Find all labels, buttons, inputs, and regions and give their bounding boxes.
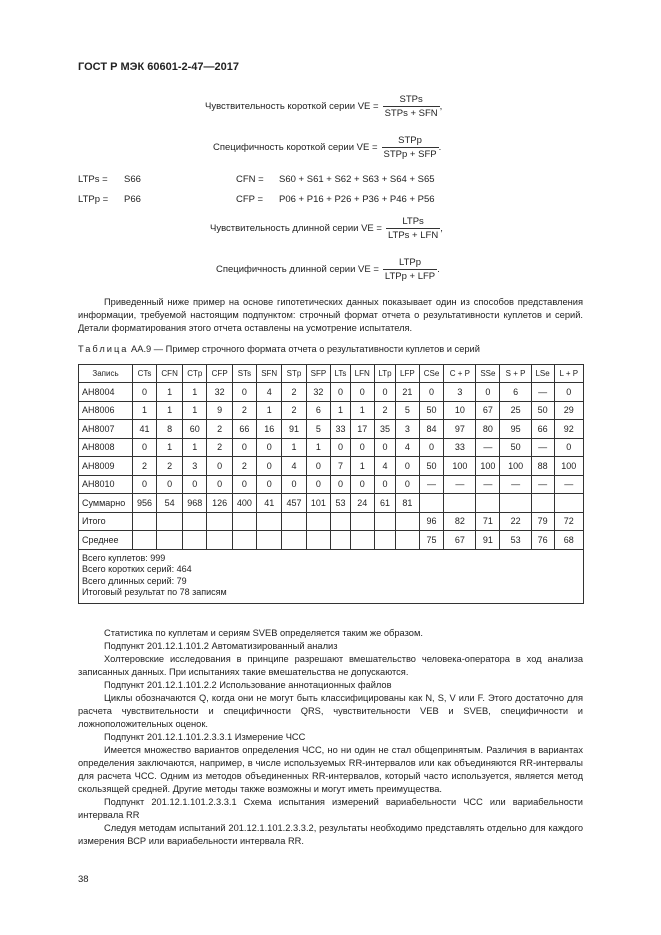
table-cell: 50 — [500, 438, 531, 457]
table-cell: 22 — [500, 512, 531, 531]
table-cell: 0 — [256, 475, 282, 494]
table-cell: 0 — [350, 475, 374, 494]
table-cell: 2 — [207, 438, 233, 457]
table-cell: 1 — [183, 438, 207, 457]
punct: . — [438, 142, 442, 153]
column-header: S + P — [500, 365, 531, 383]
def-ltps-label: LTPs = — [78, 174, 108, 185]
subclause-heading: Подпункт 201.12.1.101.2 Автоматизированный анализ — [104, 641, 338, 651]
table-cell: 0 — [232, 383, 256, 402]
table-cell — [444, 494, 476, 513]
table-cell: 0 — [374, 438, 395, 457]
table-cell: 1 — [157, 383, 183, 402]
def-ltps-value: S66 — [124, 174, 141, 185]
table-cell: 0 — [157, 475, 183, 494]
table-cell — [396, 512, 420, 531]
table-cell: 2 — [232, 401, 256, 420]
table-cell — [500, 494, 531, 513]
def-ltpp-label: LTPp = — [78, 194, 109, 205]
table-cell: 84 — [419, 420, 444, 439]
table-cell: 32 — [207, 383, 233, 402]
table-cell — [350, 531, 374, 550]
table-cell: 2 — [157, 457, 183, 476]
table-cell: 32 — [306, 383, 331, 402]
table-cell: — — [476, 438, 500, 457]
column-header: STp — [282, 365, 306, 383]
footer-line: Всего куплетов: 999 — [82, 552, 166, 563]
formula-label: Специфичность короткой серии VE = — [213, 142, 378, 153]
table-cell: 17 — [350, 420, 374, 439]
table-cell: 50 — [419, 401, 444, 420]
paragraph: Статистика по куплетам и сериям SVEB определяется таким же образом. — [104, 628, 423, 638]
table-cell: 0 — [374, 475, 395, 494]
column-header: L + P — [554, 365, 583, 383]
caption-text: АА.9 — Пример строчного формата отчета о результативности куплетов и серий — [131, 344, 480, 354]
table-cell: 0 — [419, 438, 444, 457]
table-cell: 0 — [232, 438, 256, 457]
column-header: SSe — [476, 365, 500, 383]
table-cell: 80 — [476, 420, 500, 439]
table-cell: 0 — [207, 475, 233, 494]
table-cell: 95 — [500, 420, 531, 439]
table-header-row — [79, 365, 584, 383]
table-cell — [374, 512, 395, 531]
denominator: STPp + SFP — [383, 149, 437, 160]
subclause-heading: Подпункт 201.12.1.101.2.3.3.1 Схема испытания измерений вариабельности ЧСС или вариабельности интервала RR — [78, 797, 583, 820]
table-cell: 41 — [133, 420, 157, 439]
table-cell — [282, 531, 306, 550]
column-header: SFN — [256, 365, 282, 383]
table-cell — [476, 494, 500, 513]
intro-text: Приведенный ниже пример на основе гипотетических данных показывает один из способов представления информации, требуемой настоящим подпунктом: строчный формат отчета о результативности куплетов и серий. Детали форматирования этого отчета оставлены на усмотрение испытателя. — [78, 297, 583, 333]
table-cell: 1 — [157, 401, 183, 420]
table-cell: 6 — [500, 383, 531, 402]
table-cell: 66 — [531, 420, 554, 439]
table-cell: 67 — [476, 401, 500, 420]
footer-line: Всего длинных серий: 79 — [82, 575, 187, 586]
table-cell: 97 — [444, 420, 476, 439]
table-cell: 82 — [444, 512, 476, 531]
table-cell: 0 — [374, 383, 395, 402]
table-cell — [256, 512, 282, 531]
column-header: LSe — [531, 365, 554, 383]
table-cell — [157, 531, 183, 550]
table-cell: 2 — [282, 383, 306, 402]
table-cell: 21 — [396, 383, 420, 402]
table-cell — [183, 531, 207, 550]
table-cell — [419, 494, 444, 513]
table-cell: 96 — [419, 512, 444, 531]
row-label: AH8008 — [79, 438, 133, 457]
subclause-heading: Подпункт 201.12.1.101.2.2 Использование аннотационных файлов — [104, 680, 392, 690]
table-cell: 53 — [500, 531, 531, 550]
table-row — [79, 457, 584, 476]
column-header: LTs — [331, 365, 350, 383]
row-label: Итого — [79, 512, 133, 531]
table-cell: 0 — [331, 383, 350, 402]
table-cell: — — [476, 475, 500, 494]
formula-label: Специфичность длинной серии VE = — [216, 264, 379, 275]
table-cell: 60 — [183, 420, 207, 439]
subclause-heading: Подпункт 201.12.1.101.2.3.3.1 Измерение ЧСС — [104, 732, 306, 742]
formula-long-sensitivity — [210, 216, 443, 241]
row-label: AH8004 — [79, 383, 133, 402]
table-cell: 0 — [331, 475, 350, 494]
intro-paragraph — [78, 296, 583, 335]
def-cfn-label: CFN = — [236, 174, 264, 185]
table-row — [79, 531, 584, 550]
table-cell: 8 — [157, 420, 183, 439]
row-label: AH8007 — [79, 420, 133, 439]
table-cell: 16 — [256, 420, 282, 439]
table-cell: 4 — [282, 457, 306, 476]
table-cell: 100 — [444, 457, 476, 476]
table-cell — [232, 512, 256, 531]
page-number: 38 — [78, 874, 89, 885]
row-label: AH8009 — [79, 457, 133, 476]
punct: , — [440, 223, 443, 234]
table-cell: 1 — [350, 401, 374, 420]
row-label: Среднее — [79, 531, 133, 550]
table-cell: 956 — [133, 494, 157, 513]
table-cell: 75 — [419, 531, 444, 550]
paragraph: Следуя методам испытаний 201.12.1.101.2.3.3.2, результаты необходимо представлять отдельно для каждого измерения ВСР или вариабельности интервала RR. — [78, 823, 583, 846]
table-cell: 41 — [256, 494, 282, 513]
table-cell: 76 — [531, 531, 554, 550]
results-table — [78, 364, 584, 604]
table-cell — [282, 512, 306, 531]
numerator: STPs — [399, 94, 423, 105]
row-label: AH8010 — [79, 475, 133, 494]
table-cell — [207, 531, 233, 550]
table-cell: 100 — [500, 457, 531, 476]
table-cell — [306, 531, 331, 550]
table-cell: 126 — [207, 494, 233, 513]
table-cell: 0 — [554, 438, 583, 457]
table-cell: 1 — [306, 438, 331, 457]
table-cell — [554, 494, 583, 513]
table-cell: 53 — [331, 494, 350, 513]
punct: , — [439, 101, 443, 112]
table-cell: 457 — [282, 494, 306, 513]
table-cell: 0 — [207, 457, 233, 476]
table-cell: 7 — [331, 457, 350, 476]
table-cell — [232, 531, 256, 550]
caption-prefix: Таблица — [78, 344, 129, 354]
table-cell: 2 — [133, 457, 157, 476]
table-cell: 4 — [256, 383, 282, 402]
table-cell: 1 — [183, 383, 207, 402]
table-cell: 0 — [306, 475, 331, 494]
column-header: SFP — [306, 365, 331, 383]
table-cell: 5 — [306, 420, 331, 439]
column-header: CTp — [183, 365, 207, 383]
formula-short-specificity — [213, 135, 441, 160]
def-ltpp-value: P66 — [124, 194, 141, 205]
table-row — [79, 401, 584, 420]
table-row — [79, 475, 584, 494]
table-cell: — — [419, 475, 444, 494]
table-cell: 100 — [554, 457, 583, 476]
table-cell: 0 — [476, 383, 500, 402]
table-cell: 0 — [396, 475, 420, 494]
table-cell: 1 — [331, 401, 350, 420]
numerator: LTPp — [399, 257, 422, 268]
column-header: LTp — [374, 365, 395, 383]
table-cell: 72 — [554, 512, 583, 531]
column-header: CFP — [207, 365, 233, 383]
formula-label: Чувствительность длинной серии VE = — [210, 223, 382, 234]
table-cell: 0 — [183, 475, 207, 494]
table-cell: — — [531, 438, 554, 457]
table-cell: 0 — [256, 457, 282, 476]
table-cell: — — [554, 475, 583, 494]
table-row — [79, 438, 584, 457]
column-header: CTs — [133, 365, 157, 383]
table-caption — [78, 344, 480, 354]
column-header: C + P — [444, 365, 476, 383]
paragraph: Циклы обозначаются Q, когда они не могут быть классифицированы как N, S, V или F. Этого достаточно для расчета чувствительности и специфичности QRS, чувствительности VEB и SVEB, специфичности и ложноположительных оценок. — [78, 693, 583, 729]
table-cell: 2 — [374, 401, 395, 420]
table-cell: — — [500, 475, 531, 494]
table-cell: 33 — [444, 438, 476, 457]
formula-long-specificity — [216, 257, 440, 282]
table-cell — [133, 512, 157, 531]
table-cell: 3 — [396, 420, 420, 439]
table-cell: 33 — [331, 420, 350, 439]
table-cell: 0 — [256, 438, 282, 457]
table-cell: 71 — [476, 512, 500, 531]
table-footer-row — [79, 549, 584, 603]
table-cell — [374, 531, 395, 550]
table-cell — [350, 512, 374, 531]
table-cell: 0 — [133, 475, 157, 494]
column-header: STs — [232, 365, 256, 383]
def-cfp-value: P06 + P16 + P26 + P36 + P46 + P56 — [279, 194, 435, 205]
table-cell: 0 — [306, 457, 331, 476]
table-cell: 1 — [183, 401, 207, 420]
document-header: ГОСТ Р МЭК 60601-2-47—2017 — [78, 61, 239, 73]
table-cell: 1 — [282, 438, 306, 457]
table-cell — [396, 531, 420, 550]
table-cell: 968 — [183, 494, 207, 513]
paragraph: Холтеровские исследования в принципе разрешают вмешательство человека-оператора в ход анализа записанных данных. При испытаниях такие вмешательства не допускаются. — [78, 654, 583, 677]
footer-line: Итоговый результат по 78 записям — [82, 587, 227, 597]
table-cell: 2 — [232, 457, 256, 476]
table-cell: 0 — [282, 475, 306, 494]
column-header: LFN — [350, 365, 374, 383]
table-cell: 1 — [350, 457, 374, 476]
table-cell: 101 — [306, 494, 331, 513]
table-cell: 0 — [350, 438, 374, 457]
table-cell: 92 — [554, 420, 583, 439]
table-cell: — — [444, 475, 476, 494]
table-cell — [207, 512, 233, 531]
punct: . — [437, 264, 440, 275]
table-cell: 88 — [531, 457, 554, 476]
table-cell: 29 — [554, 401, 583, 420]
table-cell: 2 — [207, 420, 233, 439]
table-cell: 10 — [444, 401, 476, 420]
column-header: Запись — [79, 365, 133, 383]
table-cell: 0 — [133, 438, 157, 457]
table-cell: 0 — [331, 438, 350, 457]
table-cell: 3 — [444, 383, 476, 402]
table-cell: 1 — [133, 401, 157, 420]
table-cell: 91 — [476, 531, 500, 550]
table-cell — [183, 512, 207, 531]
table-cell — [256, 531, 282, 550]
table-cell: — — [531, 383, 554, 402]
table-row — [79, 494, 584, 513]
row-label: Суммарно — [79, 494, 133, 513]
table-row — [79, 383, 584, 402]
table-cell — [306, 512, 331, 531]
formula-short-sensitivity — [205, 94, 442, 119]
numerator: STPp — [398, 135, 422, 146]
table-cell: 66 — [232, 420, 256, 439]
column-header: CSe — [419, 365, 444, 383]
table-cell: 50 — [531, 401, 554, 420]
table-cell — [133, 531, 157, 550]
table-cell: 0 — [350, 383, 374, 402]
table-cell: 100 — [476, 457, 500, 476]
body-paragraphs — [78, 627, 583, 848]
table-cell: 61 — [374, 494, 395, 513]
table-cell: 91 — [282, 420, 306, 439]
table-cell: 4 — [374, 457, 395, 476]
def-cfp-label: CFP = — [236, 194, 264, 205]
def-cfn-value: S60 + S61 + S62 + S63 + S64 + S65 — [279, 174, 435, 185]
table-cell: 35 — [374, 420, 395, 439]
table-footer — [79, 549, 584, 603]
table-cell: 0 — [133, 383, 157, 402]
column-header: LFP — [396, 365, 420, 383]
table-cell: 400 — [232, 494, 256, 513]
denominator: LTPs + LFN — [387, 230, 439, 241]
table-cell: 0 — [396, 457, 420, 476]
table-cell: 4 — [396, 438, 420, 457]
row-label: AH8006 — [79, 401, 133, 420]
table-cell: 0 — [419, 383, 444, 402]
table-cell: 9 — [207, 401, 233, 420]
denominator: LTPp + LFP — [384, 271, 436, 282]
table-cell: 79 — [531, 512, 554, 531]
table-cell: 5 — [396, 401, 420, 420]
table-cell: 67 — [444, 531, 476, 550]
table-cell: 50 — [419, 457, 444, 476]
table-cell: 24 — [350, 494, 374, 513]
numerator: LTPs — [402, 216, 424, 227]
table-cell — [331, 531, 350, 550]
table-cell: 6 — [306, 401, 331, 420]
table-cell: 54 — [157, 494, 183, 513]
table-cell: 0 — [232, 475, 256, 494]
table-cell: 1 — [256, 401, 282, 420]
table-cell — [331, 512, 350, 531]
table-cell — [157, 512, 183, 531]
column-header: CFN — [157, 365, 183, 383]
table-cell: 25 — [500, 401, 531, 420]
table-cell: 68 — [554, 531, 583, 550]
table-cell: 81 — [396, 494, 420, 513]
table-cell — [531, 494, 554, 513]
table-cell: 3 — [183, 457, 207, 476]
footer-line: Всего коротких серий: 464 — [82, 564, 192, 574]
table-row — [79, 512, 584, 531]
table-cell: 2 — [282, 401, 306, 420]
table-row — [79, 420, 584, 439]
denominator: STPs + SFN — [384, 108, 438, 119]
table-cell: 1 — [157, 438, 183, 457]
table-cell: 0 — [554, 383, 583, 402]
formula-label: Чувствительность короткой серии VE = — [205, 101, 379, 112]
table-cell: — — [531, 475, 554, 494]
paragraph: Имеется множество вариантов определения ЧСС, но ни один не стал общепринятым. Различия в вариантах определения заключаются, например, в числе используемых RR-интервалов или как объединяются RR-интервалы для расчета ЧСС. Одним из методов объединенных RR-интервалов, который часто используется, является метод скользящей средней. Другие методы также возможны и могут иметь преимущества. — [78, 745, 583, 794]
